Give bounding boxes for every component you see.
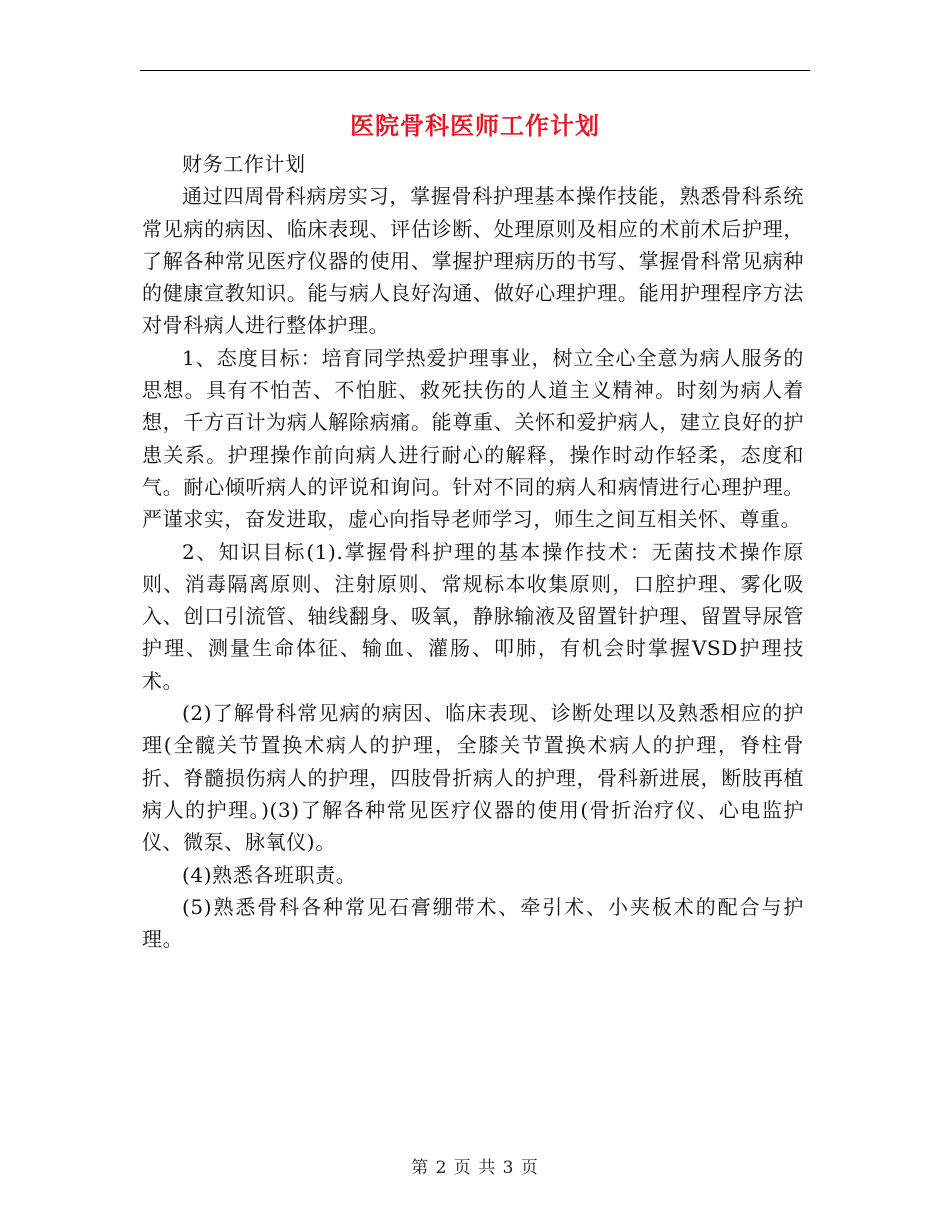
document-title: 医院骨科医师工作计划 (350, 111, 600, 140)
paragraph-common-diseases: (2)了解骨科常见病的病因、临床表现、诊断处理以及熟悉相应的护理(全髋关节置换术病人的护理，全膝关节置换术病人的护理，脊柱骨折、脊髓损伤病人的护理，四肢骨折病人的护理，骨科新进展，断肢再植病人的护理。)(3)了解各种常见医疗仪器的使用(骨折治疗仪、心电监护仪、微泵、脉氧仪)。 (142, 701, 804, 855)
header-rule (140, 70, 810, 71)
paragraph-intro: 通过四周骨科病房实习，掌握骨科护理基本操作技能，熟悉骨科系统常见病的病因、临床表现、评估诊断、处理原则及相应的术前术后护理，了解各种常见医疗仪器的使用、掌握护理病历的书写、掌握骨科常见病种的健康宣教知识。能与病人良好沟通、做好心理护理。能用护理程序方法对骨科病人进行整体护理。 (142, 184, 804, 338)
paragraph-subtitle: 财务工作计划 (182, 152, 306, 176)
paragraph-shift-duties: (4)熟悉各班职责。 (182, 862, 357, 887)
page-number: 第 2 页 共 3 页 (411, 1158, 539, 1178)
paragraph-knowledge-goal: 2、知识目标(1).掌握骨科护理的基本操作技术：无菌技术操作原则、消毒隔离原则、注射原则、常规标本收集原则，口腔护理、雾化吸入、创口引流管、轴线翻身、吸氧，静脉输液及留置针护理、留置导尿管护理、测量生命体征、输血、灌肠、叩肺，有机会时掌握VSD护理技术。 (142, 539, 804, 693)
paragraph-attitude-goal: 1、态度目标：培育同学热爱护理事业，树立全心全意为病人服务的思想。具有不怕苦、不怕脏、救死扶伤的人道主义精神。时刻为病人着想，千方百计为病人解除病痛。能尊重、关怀和爱护病人，建立良好的护患关系。护理操作前向病人进行耐心的解释，操作时动作轻柔，态度和气。耐心倾听病人的评说和询问。针对不同的病人和病情进行心理护理。严谨求实，奋发进取，虚心向指导老师学习，师生之间互相关怀、尊重。 (142, 345, 804, 532)
document-body (142, 148, 804, 955)
paragraph-cast-traction: (5)熟悉骨科各种常见石膏绷带术、牵引术、小夹板术的配合与护理。 (142, 894, 804, 952)
